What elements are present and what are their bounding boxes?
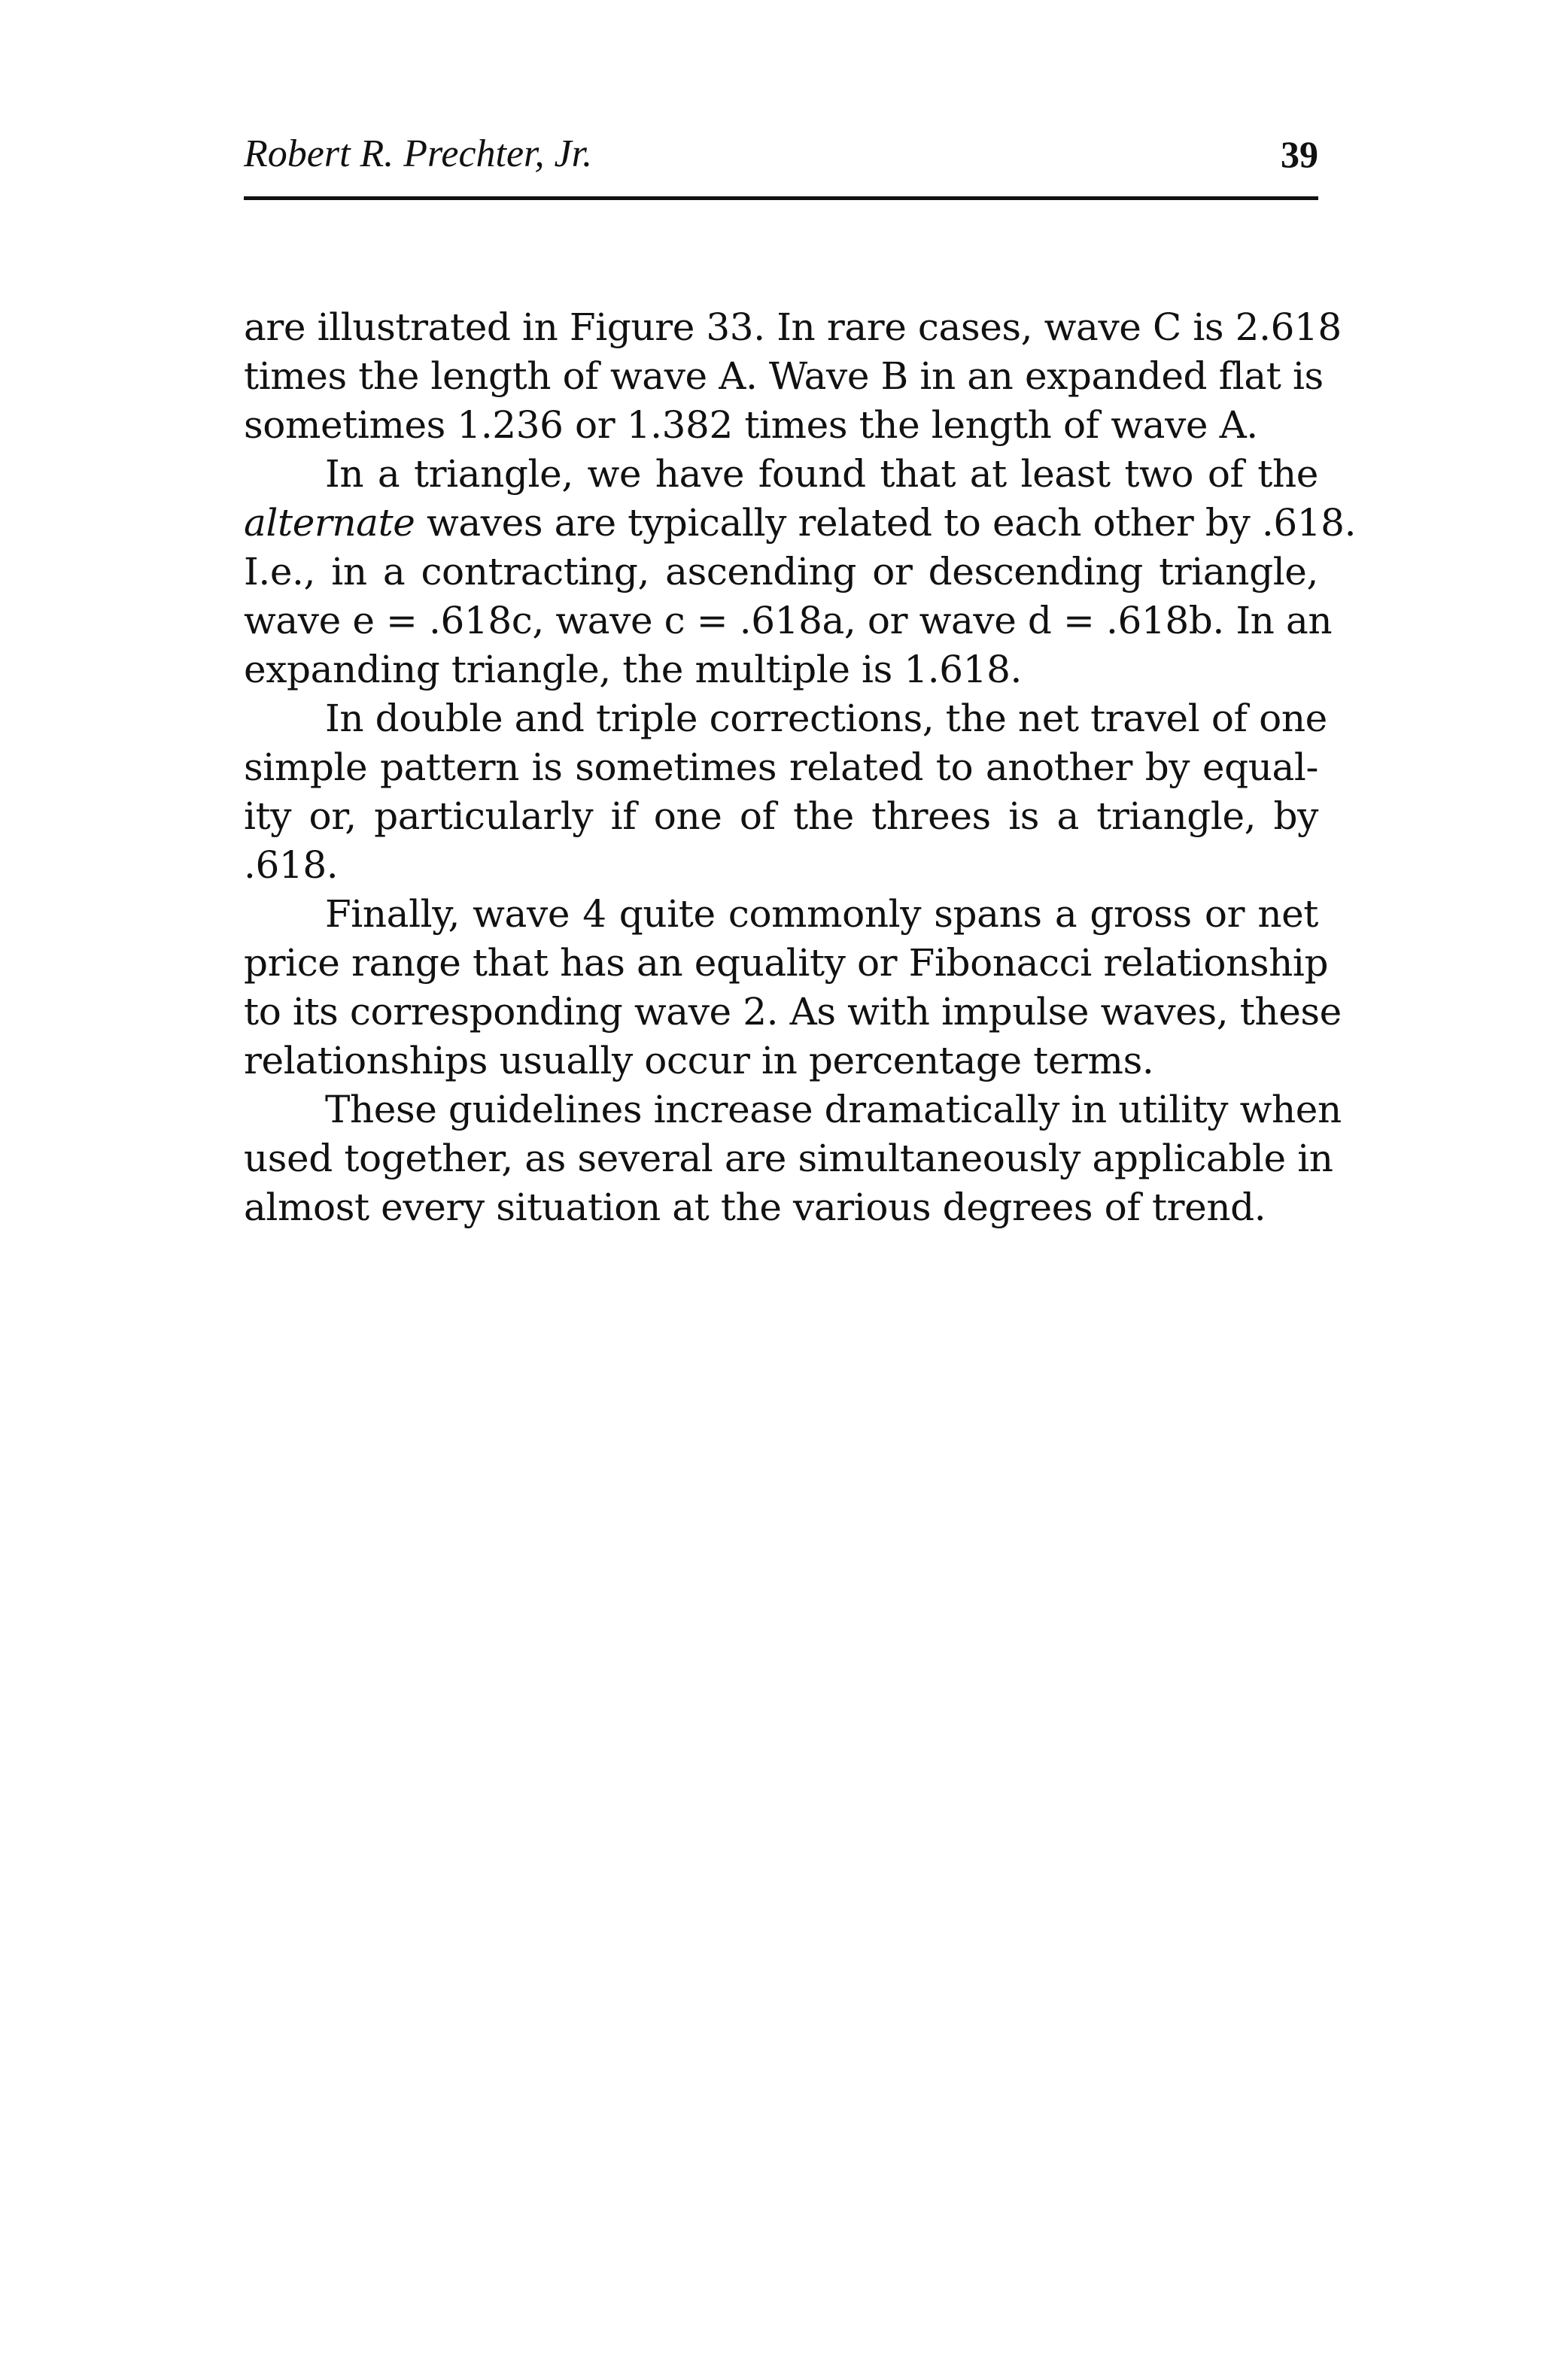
text-line: relationships usually occur in percentage terms.: [244, 1039, 1154, 1082]
text-line: ity or, particularly if one of the threes is a triangle, by: [244, 794, 1318, 838]
text-line: expanding triangle, the multiple is 1.618.: [244, 648, 1023, 691]
emphasized-word: alternate: [244, 501, 415, 545]
text-line: Finally, wave 4 quite commonly spans a gross or net: [325, 892, 1318, 936]
page-number: 39: [1281, 133, 1318, 175]
text-line-remainder: waves are typically related to each other by .618.: [415, 501, 1357, 545]
text-line: In a triangle, we have found that at least two of the: [325, 452, 1318, 496]
text-line: simple pattern is sometimes related to another by equal-: [244, 745, 1318, 789]
paragraph-5: [244, 1085, 1342, 1232]
author-name: Robert R. Prechter, Jr.: [244, 132, 593, 175]
text-line: sometimes 1.236 or 1.382 times the length of wave A.: [244, 403, 1258, 447]
text-line: used together, as several are simultaneously applicable in: [244, 1137, 1333, 1180]
text-line: .618.: [244, 843, 339, 887]
text-line: price range that has an equality or Fibonacci relationship: [244, 941, 1329, 985]
text-line: to its corresponding wave 2. As with impulse waves, these: [244, 990, 1342, 1034]
text-line: are illustrated in Figure 33. In rare cases, wave C is 2.618: [244, 305, 1342, 349]
text-line-with-emphasis: [244, 499, 1357, 548]
paragraph-3: [244, 694, 1327, 890]
paragraph-1: [244, 303, 1342, 450]
paragraph-2: [244, 450, 1357, 694]
paragraph-4: [244, 890, 1342, 1085]
text-line: wave e = .618c, wave c = .618a, or wave d = .618b. In an: [244, 599, 1333, 642]
text-line: These guidelines increase dramatically in utility when: [325, 1088, 1342, 1131]
text-line: almost every situation at the various degrees of trend.: [244, 1185, 1266, 1229]
text-line: times the length of wave A. Wave B in an expanded flat is: [244, 354, 1324, 398]
running-head: [244, 128, 1318, 181]
body-text: [244, 303, 1357, 1232]
text-line: I.e., in a contracting, ascending or descending triangle,: [244, 550, 1318, 593]
header-rule: [244, 196, 1318, 200]
text-line: In double and triple corrections, the net travel of one: [325, 697, 1327, 740]
